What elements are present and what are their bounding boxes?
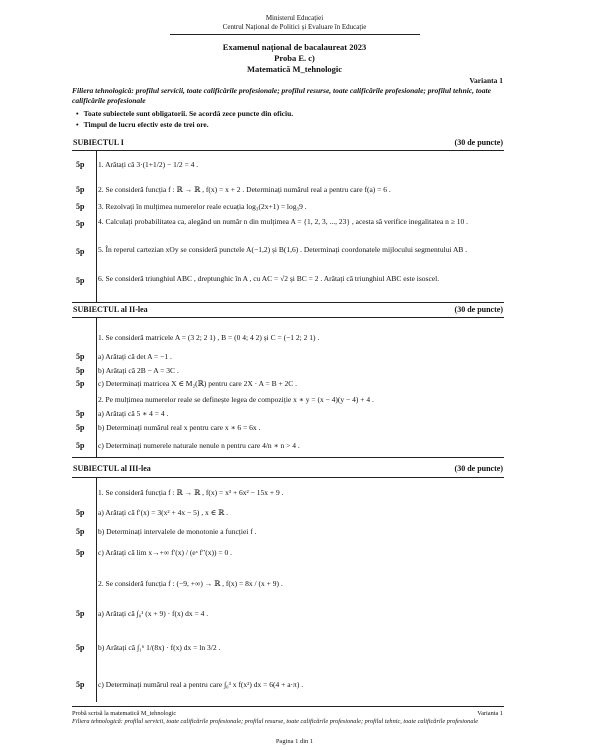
s3-1b-points: 5p [76,527,85,536]
s1-item-3: 3. Rezolvați în mulțimea numerelor reale ecuația log₃(2x+1) = log₃9 . [98,202,307,211]
s2-1b-points: 5p [76,366,85,375]
s3-top-line [72,477,504,478]
s3-points-column [96,477,97,702]
s1-p2-points: 5p [76,185,85,194]
s2-2b-points: 5p [76,423,85,432]
s2-1a: a) Arătați că det A = −1 . [98,352,172,361]
s1-points-column [96,150,97,302]
s1-item-5: 5. În reperul cartezian xOy se consideră punctele A(−1,2) și B(1,6) . Determinați coordonatele mijlocului segmentului AB . [98,245,468,254]
variant-label: Varianta 1 [469,76,503,85]
subject-title: Matematică M_tehnologic [246,64,343,74]
s2-2c-points: 5p [76,441,85,450]
s3-divider [72,457,504,458]
s2-intro-1: 1. Se consideră matricele A = (3 2; 2 1) , B = (0 4; 4 2) și C = (−1 2; 2 1) . [98,333,320,342]
s2-2b: b) Determinați numărul real x pentru care x ∗ 6 = 6x . [98,423,261,432]
rule-1: • Toate subiectele sunt obligatorii. Se acordă zece puncte din oficiu. [76,109,293,118]
s1-item-6: 6. Se consideră triunghiul ABC , dreptunghic în A , cu AC = √2 și BC = 2 . Arătați că triunghiul ABC este isoscel. [98,274,440,283]
s2-divider [72,302,504,303]
rule-2: • Timpul de lucru efectiv este de trei ore. [76,120,209,129]
filiera-text: Filiera tehnologică: profilul servicii, toate calificările profesionale; profilul resurse, toate calificările profesionale; profilul tehnic, toate calificările profesionale [72,86,491,105]
s2-intro-2: 2. Pe mulțimea numerelor reale se definește legea de compoziție x ∗ y = (x − 4)(y − 4) + 4 . [98,395,374,404]
s3-1a-points: 5p [76,508,85,517]
s3-intro-1: 1. Se consideră funcția f : ℝ → ℝ , f(x) = x³ + 6x² − 15x + 9 . [98,488,284,497]
s1-p3-points: 5p [76,202,85,211]
s2-1c-points: 5p [76,379,85,388]
s1-item-1: 1. Arătați că 3·(1+1/2) − 1/2 = 4 . [98,160,199,169]
s2-2c: c) Determinați numerele naturale nenule n pentru care 4/n ∗ n > 4 . [98,441,300,450]
s2-top-line [72,317,504,318]
footer-variant: Varianta 1 [477,710,503,717]
s3-2a: a) Arătați că ∫₀¹ (x + 9) · f(x) dx = 4 . [98,609,209,618]
s2-title: SUBIECTUL al II-lea [73,305,148,314]
s2-2a-points: 5p [76,409,85,418]
footer-filiera: Filiera tehnologică: profilul servicii, toate calificările profesionale; profilul resurse, toate calificările profesionale; profilul tehnic, toate calificările profesionale [72,718,479,725]
s3-1c-points: 5p [76,548,85,557]
s3-2a-points: 5p [76,609,85,618]
s1-p1-points: 5p [76,160,85,169]
s3-1a: a) Arătați că f′(x) = 3(x² + 4x − 5) , x ∈ ℝ . [98,508,228,517]
s2-points: (30 de puncte) [454,305,503,314]
page-number: Pagina 1 din 1 [275,738,314,745]
s1-top-line [72,150,504,151]
exam-title: Examenul național de bacalaureat 2023 [222,42,367,52]
s1-p5-points: 5p [76,247,85,256]
s1-p6-points: 5p [76,276,85,285]
s3-2b: b) Arătați că ∫₁⁶ 1/(8x) · f(x) dx = ln 3/2 . [98,643,221,652]
s3-2c: c) Determinați numărul real a pentru care ∫₀³ x f(x²) dx = 6(4 + a·π) . [98,680,304,689]
s1-points: (30 de puncte) [454,138,503,147]
header-divider [170,34,420,35]
s3-2b-points: 5p [76,643,85,652]
center-name: Centrul Național de Politici și Evaluare în Educație [222,23,367,31]
proba-title: Proba E. c) [274,53,315,63]
s2-1c: c) Determinați matricea X ∈ M₂(ℝ) pentru care 2X · A = B + 2C . [98,379,298,388]
s3-1c: c) Arătați că lim x→+∞ f′(x) / (eˣ f″(x)) = 0 . [98,548,233,557]
s1-item-2: 2. Se consideră funcția f : ℝ → ℝ , f(x) = x + 2 . Determinați numărul real a pentru care f(a) = 6 . [98,185,391,194]
footer-divider [72,706,504,707]
s3-2c-points: 5p [76,680,85,689]
ministry-name: Ministerul Educației [265,14,324,22]
s2-2a: a) Arătați că 5 ∗ 4 = 4 . [98,409,169,418]
s2-1a-points: 5p [76,352,85,361]
s3-intro-2: 2. Se consideră funcția f : (−9, +∞) → ℝ , f(x) = 8x / (x + 9) . [98,579,283,588]
s3-points: (30 de puncte) [454,464,503,473]
footer-left: Probă scrisă la matematică M_tehnologic [72,710,177,717]
s1-item-4: 4. Calculați probabilitatea ca, alegând un număr n din mulțimea A = {1, 2, 3, ..., 23} , acesta să verifice inegalitatea n ≥ 10 . [98,217,469,226]
s2-points-column [96,317,97,457]
s1-p4-points: 5p [76,219,85,228]
s3-1b: b) Determinați intervalele de monotonie a funcției f . [98,527,257,536]
s1-title: SUBIECTUL I [73,138,124,147]
s2-1b: b) Arătați că 2B − A = 3C . [98,366,179,375]
s3-title: SUBIECTUL al III-lea [73,464,151,473]
